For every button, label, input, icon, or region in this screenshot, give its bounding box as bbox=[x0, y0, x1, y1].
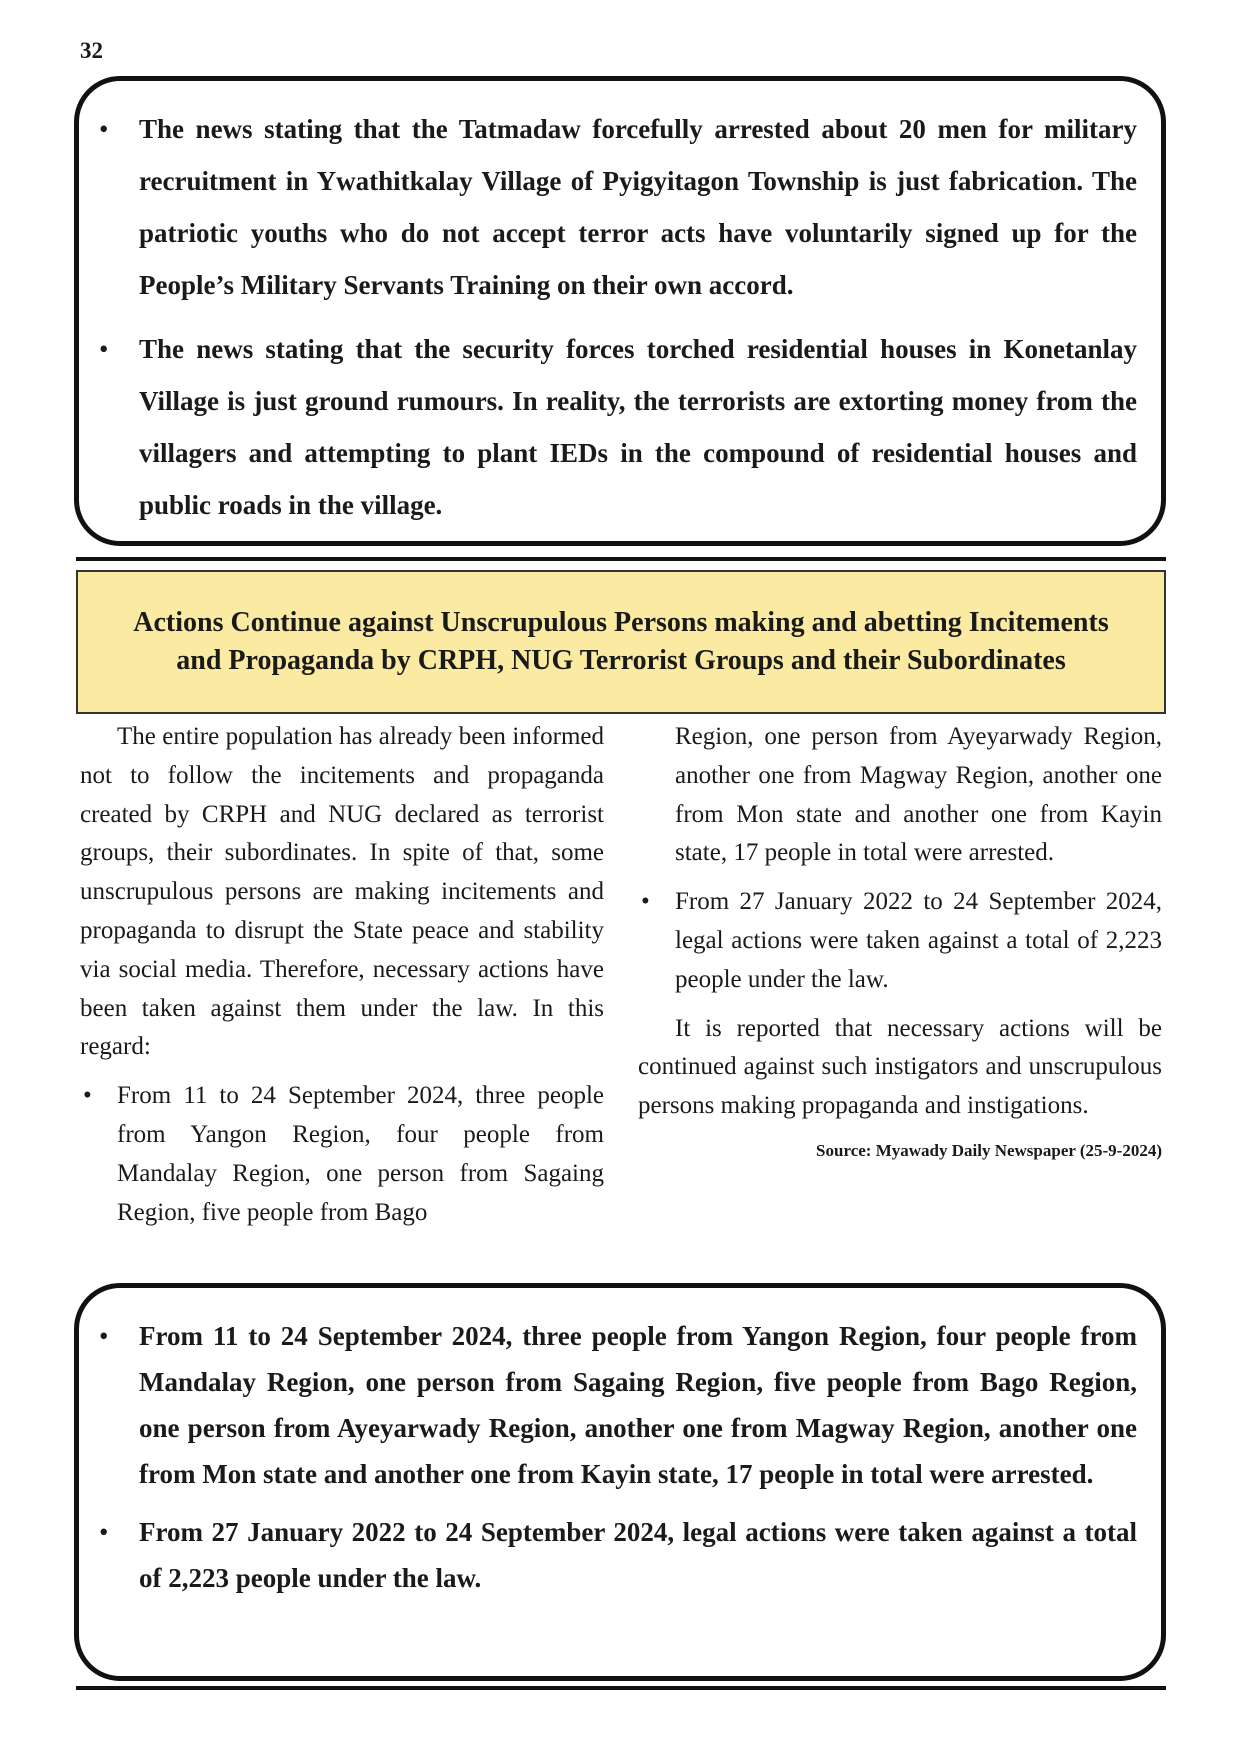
list-item: • From 11 to 24 September 2024, three people from Yangon Region, four people from Mandalay Region, one person from Sagaing Region, five people from Bago Region, one person from Ayeyarwady Region, another one from Magway Region, another one from Mon state and another one from Kayin state, 17 people in total were arrested. bbox=[139, 1313, 1137, 1497]
highlight-box-top bbox=[74, 76, 1166, 546]
highlight-box-bottom bbox=[74, 1283, 1166, 1681]
list-item: • From 11 to 24 September 2024, three people from Yangon Region, four people from Mandalay Region, one person from Sagaing Region, five people from Bago bbox=[117, 1077, 604, 1232]
list-item: • From 27 January 2022 to 24 September 2024, legal actions were taken against a total of 2,223 people under the law. bbox=[675, 883, 1162, 999]
article-source: Source: Myawady Daily Newspaper (25-9-2024) bbox=[816, 1140, 1162, 1160]
highlight-list-bottom bbox=[79, 1288, 1161, 1601]
article-bullet-list bbox=[80, 1077, 604, 1232]
article-bullet-continued: Region, one person from Ayeyarwady Region, another one from Magway Region, another one from Mon state and another one from Kayin state, 17 people in total were arrested. bbox=[675, 723, 1162, 867]
article-column-left bbox=[80, 718, 604, 1232]
article-closing: It is reported that necessary actions will be continued against such instigators and unscrupulous persons making propaganda and instigations. bbox=[638, 1014, 1162, 1120]
page-number: 32 bbox=[80, 38, 103, 63]
list-item: • From 27 January 2022 to 24 September 2024, legal actions were taken against a total of 2,223 people under the law. bbox=[139, 1509, 1137, 1601]
list-item: • The news stating that the security forces torched residential houses in Konetanlay Village is just ground rumours. In reality, the terrorists are extorting money from the villagers and attempting to plant IEDs in the compound of residential houses and public roads in the village. bbox=[139, 323, 1137, 531]
list-item: • The news stating that the Tatmadaw forcefully arrested about 20 men for military recruitment in Ywathitkalay Village of Pyigyitagon Township is just fabrication. The patriotic youths who do not accept terror acts have voluntarily signed up for the People’s Military Servants Training on their own accord. bbox=[139, 103, 1137, 311]
article-bullet-list bbox=[638, 883, 1162, 999]
divider-rule bbox=[76, 557, 1166, 561]
highlight-list-top bbox=[79, 81, 1161, 531]
divider-rule bbox=[76, 1686, 1166, 1690]
article-title: Actions Continue against Unscrupulous Persons making and abetting Incitements and Propaganda by CRPH, NUG Terrorist Groups and their Subordinates bbox=[76, 570, 1166, 714]
article-intro: The entire population has already been informed not to follow the incitements and propaganda created by CRPH and NUG declared as terrorist groups, their subordinates. In spite of that, some unscrupulous persons are making incitements and propaganda to disrupt the State peace and stability via social media. Therefore, necessary actions have been taken against them under the law. In this regard: bbox=[80, 723, 604, 1061]
article-column-right bbox=[638, 718, 1162, 1162]
